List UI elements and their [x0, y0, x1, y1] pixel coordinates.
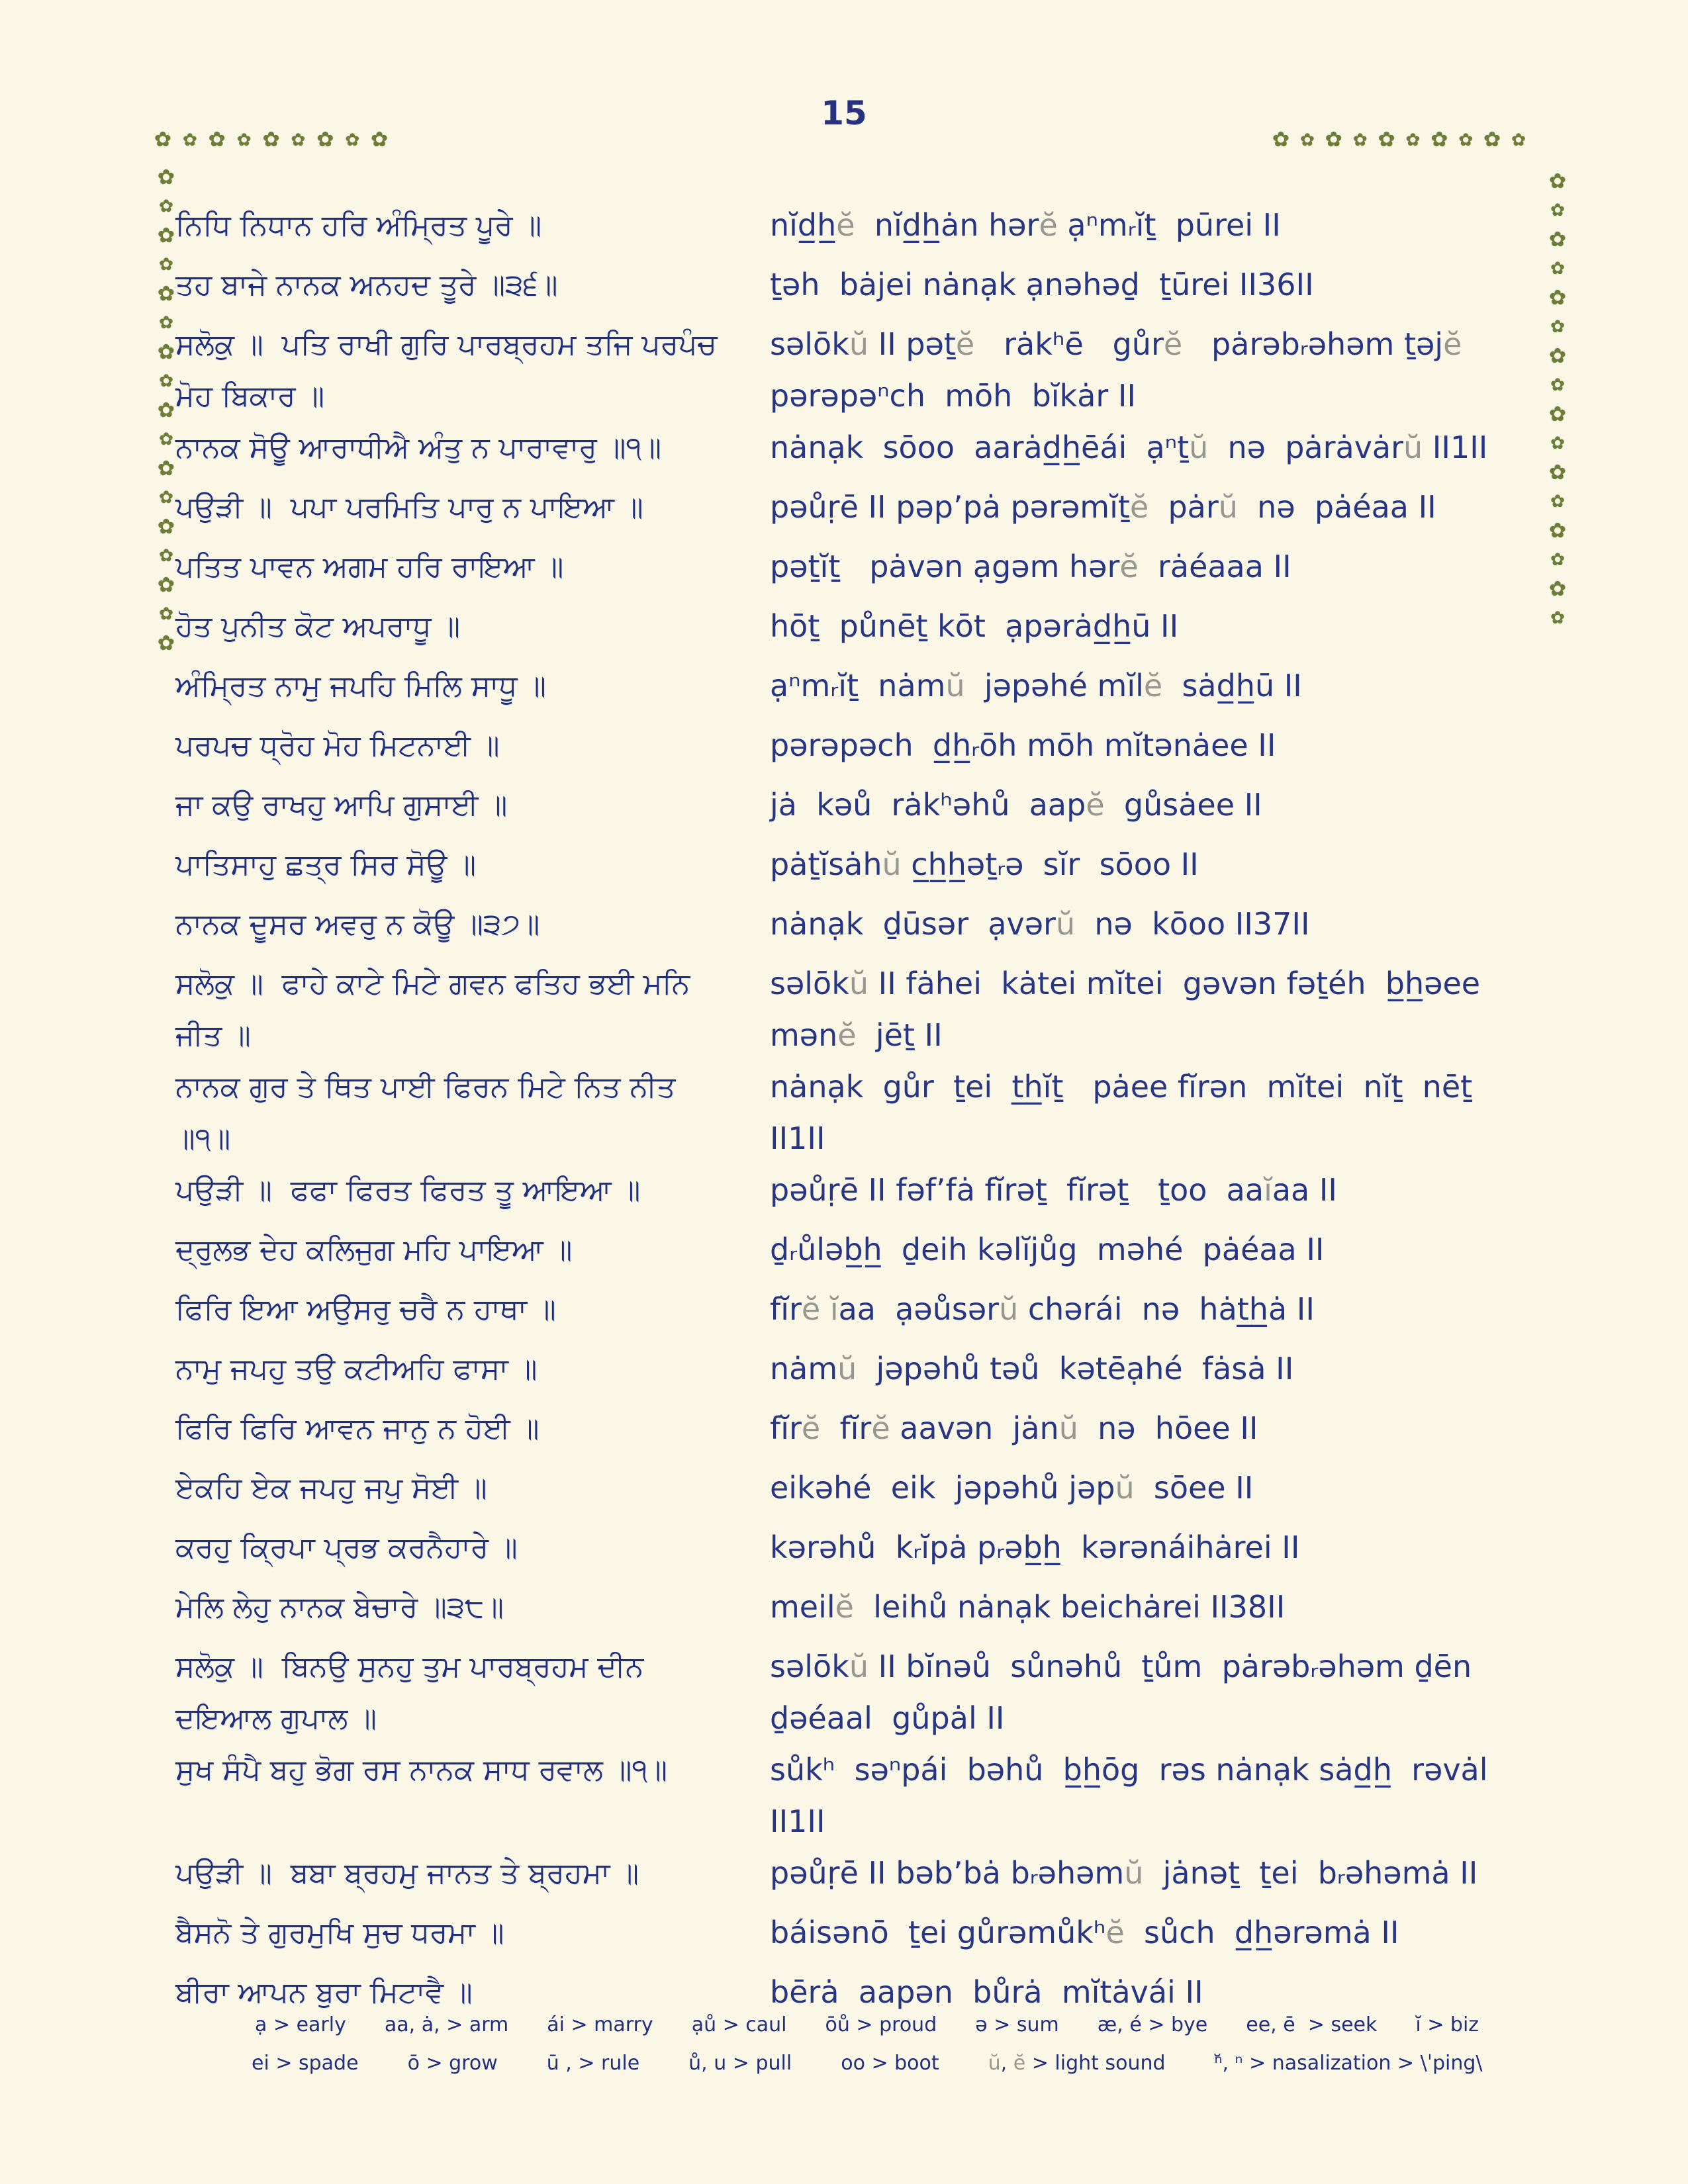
transliteration-line: pəůṛē II bəbʼbȧ bᵣəhəmŭ jȧnəṯ ṯei bᵣəhəmȧ II — [770, 1855, 1478, 1891]
gurmukhi-line: ਮੋਹ ਬਿਕਾਰ ॥ — [175, 379, 325, 413]
transliteration-line: báisənō ṯei gůrəmůkʰĕ sůch d̲h̲ərəmȧ II — [770, 1915, 1399, 1950]
flower-ornament-icon: ✿ — [1511, 130, 1526, 150]
light-sound-letter: ŭ — [1055, 906, 1076, 942]
flower-ornament-icon: ✿ — [158, 456, 175, 480]
page-number: 15 — [821, 94, 867, 132]
verse-row — [0, 255, 1688, 314]
transliteration-line: pərəpəⁿch mōh bĭkȧr II — [770, 378, 1137, 414]
transliteration-line: pəṯĭṯ pȧvən ạgəm hərĕ rȧéaaa II — [770, 549, 1291, 584]
flower-ornament-icon: ✿ — [1550, 375, 1565, 395]
light-sound-letter: ĕ — [1443, 326, 1462, 362]
flower-ornament-icon: ✿ — [1549, 169, 1566, 193]
flower-ornament-icon: ✿ — [1550, 433, 1565, 453]
light-sound-letter: ŭ — [945, 668, 965, 704]
light-sound-letter: ŭ — [837, 1351, 857, 1387]
gurmukhi-line: ਫਿਰਿ ਫਿਰਿ ਆਵਨ ਜਾਨੁ ਨ ਹੋਈ ॥ — [175, 1411, 539, 1445]
flower-ornament-icon: ✿ — [1378, 128, 1395, 152]
transliteration-line: nȧnạk gůr ṯei t̲h̲ĭṯ pȧee fĭrən mĭtei nĭṯ nēṯ — [770, 1069, 1473, 1105]
flower-ornament-icon: ✿ — [208, 128, 226, 152]
flower-ornament-icon: ✿ — [1325, 128, 1342, 152]
light-sound-letter: ĕ — [1163, 326, 1183, 362]
verse-row — [0, 596, 1688, 656]
flower-ornament-icon: ✿ — [159, 488, 173, 508]
verse-row — [0, 1339, 1688, 1398]
gurmukhi-line: ਨਾਨਕ ਗੁਰ ਤੇ ਥਿਤ ਪਾਈ ਫਿਰਨ ਮਿਟੇ ਨਿਤ ਨੀਤ — [175, 1069, 676, 1104]
gurmukhi-line: ਸੁਖ ਸੰਪੈ ਬਹੁ ਭੋਗ ਰਸ ਨਾਨਕ ਸਾਧ ਰਵਾਲ ॥੧॥ — [175, 1752, 667, 1787]
light-sound-letter: ĕ — [837, 1017, 857, 1053]
gurmukhi-line: ॥੧॥ — [175, 1121, 231, 1156]
transliteration-line: pəůṛē II pəpʼpȧ pərəmĭṯĕ pȧrŭ nə pȧéaa II — [770, 489, 1436, 525]
gurmukhi-line: ਕਰਹੁ ਕ੍ਰਿਪਾ ਪ੍ਰਭ ਕਰਨੈਹਾਰੇ ॥ — [175, 1530, 518, 1565]
light-sound-letter: ĭ — [1264, 1172, 1272, 1208]
verse-row — [0, 1740, 1688, 1799]
flower-ornament-icon: ✿ — [316, 128, 334, 152]
gurmukhi-line: ਨਿਧਿ ਨਿਧਾਨ ਹਰਿ ਅੰਮ੍ਰਿਤ ਪੂਰੇ ॥ — [175, 208, 542, 242]
verse-row — [0, 195, 1688, 255]
flower-ornament-icon: ✿ — [1405, 130, 1421, 150]
light-sound-letter: ĕ — [1105, 1915, 1125, 1950]
light-sound-letter: ĕ — [836, 207, 855, 243]
transliteration-line: nȧnạk ḏūsər ạvərŭ nə kōoo II37II — [770, 906, 1310, 942]
pronunciation-key-item: ū , > rule — [546, 2052, 640, 2075]
ornament-row-top-right — [1272, 130, 1526, 150]
verse-row — [0, 1160, 1688, 1220]
pronunciation-key-item: aa, ȧ, > arm — [384, 2013, 509, 2036]
flower-ornament-icon: ✿ — [158, 398, 175, 422]
verse-table — [0, 195, 1688, 2022]
verse-row — [0, 418, 1688, 477]
flower-ornament-icon: ✿ — [159, 255, 173, 275]
verse-row — [0, 1116, 1688, 1160]
flower-ornament-icon: ✿ — [182, 130, 197, 150]
flower-ornament-icon: ✿ — [1352, 130, 1368, 150]
flower-ornament-icon: ✿ — [1483, 128, 1501, 152]
pronunciation-key-item: ō > grow — [407, 2052, 498, 2075]
transliteration-line: II1II — [770, 1803, 825, 1839]
gurmukhi-line: ਨਾਨਕ ਸੋਊ ਆਰਾਧੀਐ ਅੰਤੁ ਨ ਪਾਰਾਵਾਰੁ ॥੧॥ — [175, 430, 661, 465]
light-sound-letter: ĭ — [829, 1291, 839, 1327]
pronunciation-key-item: ei > spade — [252, 2052, 359, 2075]
transliteration-line: mənĕ jēṯ II — [770, 1017, 943, 1053]
transliteration-line: nȧmŭ jəpəhů təů kətēạhé fȧsȧ II — [770, 1351, 1294, 1387]
verse-row — [0, 1220, 1688, 1279]
gurmukhi-line: ਪਰਪਚ ਧ੍ਰੋਹ ਮੋਹ ਮਿਟਨਾਈ ॥ — [175, 728, 500, 762]
flower-ornament-icon: ✿ — [158, 165, 175, 189]
light-sound-letter: ĕ — [801, 1410, 821, 1446]
pronunciation-key-row-1 — [255, 2013, 1479, 2036]
transliteration-line: ạⁿmᵣĭṯ nȧmŭ jəpəhé mĭlĕ sȧd̲h̲ū II — [770, 668, 1302, 704]
transliteration-line: fĭrĕ ĭaa ạəůsərŭ chərái nə hȧt̲h̲ȧ II — [770, 1291, 1315, 1327]
flower-ornament-icon: ✿ — [1549, 227, 1566, 251]
verse-row — [0, 1458, 1688, 1518]
pronunciation-key-item: ŭ, ĕ > light sound — [988, 2052, 1166, 2075]
verse-row — [0, 1903, 1688, 1962]
light-sound-letter: ŭ — [1124, 1855, 1144, 1891]
verse-row — [0, 715, 1688, 775]
transliteration-line: bērȧ aapən bůrȧ mĭtȧvái II — [770, 1974, 1203, 2010]
pronunciation-key-item: ə > sum — [975, 2013, 1059, 2036]
flower-ornament-icon: ✿ — [158, 631, 175, 655]
gurmukhi-line: ਨਾਨਕ ਦੂਸਰ ਅਵਰੁ ਨ ਕੋਊ ॥੩੭॥ — [175, 907, 540, 941]
light-sound-letter: ĕ — [1086, 787, 1105, 823]
flower-ornament-icon: ✿ — [158, 572, 175, 597]
light-sound-letter: ĕ — [955, 326, 975, 362]
light-sound-letter: ĕ — [1129, 489, 1149, 525]
verse-row — [0, 1637, 1688, 1696]
flower-ornament-icon: ✿ — [291, 130, 306, 150]
transliteration-line: nĭd̲h̲ĕ nĭd̲h̲ȧn hərĕ ạⁿmᵣĭṯ pūrei II — [770, 207, 1281, 243]
flower-ornament-icon: ✿ — [158, 223, 175, 248]
gurmukhi-line: ਤਹ ਬਾਜੇ ਨਾਨਕ ਅਨਹਦ ਤੂਰੇ ॥੩੬॥ — [175, 267, 558, 302]
verse-row — [0, 1013, 1688, 1057]
pronunciation-key-item: ee, ē > seek — [1246, 2013, 1378, 2036]
pronunciation-key-item: æ, é > bye — [1097, 2013, 1208, 2036]
pronunciation-key-item: ạů > caul — [691, 2013, 787, 2036]
verse-row — [0, 894, 1688, 954]
pronunciation-key-item: oo > boot — [841, 2052, 939, 2075]
flower-ornament-icon: ✿ — [1549, 460, 1566, 484]
gurmukhi-line: ਅੰਮ੍ਰਿਤ ਨਾਮੁ ਜਪਹਿ ਮਿਲਿ ਸਾਧੂ ॥ — [175, 668, 546, 703]
light-sound-letter: ŭ — [988, 2052, 1001, 2075]
transliteration-line: kərəhů kᵣĭpȧ pᵣəb̲h̲ kərənáihȧrei II — [770, 1529, 1300, 1565]
gurmukhi-line: ਪਤਿਤ ਪਾਵਨ ਅਗਮ ਹਰਿ ਰਾਇਆ ॥ — [175, 549, 564, 584]
flower-ornament-icon: ✿ — [1549, 402, 1566, 426]
transliteration-line: səlōkŭ II pəṯĕ rȧkʰē gůrĕ pȧrəbᵣəhəm ṯəjĕ — [770, 326, 1462, 362]
light-sound-letter: ĕ — [871, 1410, 890, 1446]
verse-row — [0, 1057, 1688, 1116]
gurmukhi-line: ਪਉੜੀ ॥ ਫਫਾ ਫਿਰਤ ਫਿਰਤ ਤੂ ਆਇਆ ॥ — [175, 1173, 641, 1207]
verse-row — [0, 1696, 1688, 1740]
light-sound-letter: ŭ — [1058, 1410, 1078, 1446]
light-sound-letter: ĕ — [1143, 668, 1163, 704]
gurmukhi-line: ਬੀਰਾ ਆਪਨ ਬੁਰਾ ਮਿਟਾਵੈ ॥ — [175, 1975, 473, 2009]
verse-row — [0, 374, 1688, 418]
transliteration-line: pəůṛē II fəfʼfȧ fĭrəṯ fĭrəṯ ṯoo aaĭaa II — [770, 1172, 1337, 1208]
gurmukhi-line: ਦਇਆਲ ਗੁਪਾਲ ॥ — [175, 1701, 377, 1735]
verse-row — [0, 775, 1688, 835]
flower-ornament-icon: ✿ — [1549, 518, 1566, 543]
flower-ornament-icon: ✿ — [158, 514, 175, 539]
flower-ornament-icon: ✿ — [1550, 550, 1565, 570]
gurmukhi-line: ਏਕਹਿ ਏਕ ਜਪਹੁ ਜਪੁ ਸੋਈ ॥ — [175, 1471, 487, 1505]
flower-ornament-icon: ✿ — [1550, 201, 1565, 220]
transliteration-line: meilĕ leihů nȧnạk beichȧrei II38II — [770, 1589, 1286, 1625]
light-sound-letter: ĕ — [835, 1589, 854, 1625]
verse-row — [0, 1799, 1688, 1843]
verse-row — [0, 954, 1688, 1013]
flower-ornament-icon: ✿ — [1550, 259, 1565, 279]
transliteration-line: fĭrĕ fĭrĕ aavən jȧnŭ nə hōee II — [770, 1410, 1258, 1446]
transliteration-line: səlōkŭ II bĭnəů sůnəhů ṯům pȧrəbᵣəhəm ḏēn — [770, 1649, 1472, 1684]
light-sound-letter: ŭ — [1218, 489, 1238, 525]
gurmukhi-line: ਨਾਮੁ ਜਪਹੁ ਤਉ ਕਟੀਅਹਿ ਫਾਸਾ ॥ — [175, 1351, 538, 1386]
flower-ornament-icon: ✿ — [1550, 317, 1565, 337]
light-sound-letter: ĕ — [801, 1291, 821, 1327]
pronunciation-key-item: ái > marry — [547, 2013, 653, 2036]
flower-ornament-icon: ✿ — [345, 130, 360, 150]
light-sound-letter: ĕ — [1039, 207, 1058, 243]
transliteration-line: ṯəh bȧjei nȧnạk ạnəhəḏ ṯūrei II36II — [770, 267, 1314, 302]
flower-ornament-icon: ✿ — [1549, 285, 1566, 310]
light-sound-letter: ŭ — [882, 846, 902, 882]
transliteration-line: jȧ kəů rȧkʰəhů aapĕ gůsȧee II — [770, 787, 1262, 823]
light-sound-letter: ŭ — [999, 1291, 1019, 1327]
light-sound-letter: ŭ — [849, 966, 868, 1001]
flower-ornament-icon: ✿ — [1458, 130, 1474, 150]
gurmukhi-line: ਪਉੜੀ ॥ ਪਪਾ ਪਰਮਿਤਿ ਪਾਰੁ ਨ ਪਾਇਆ ॥ — [175, 490, 643, 524]
flower-ornament-icon: ✿ — [159, 430, 173, 449]
flower-ornament-icon: ✿ — [1430, 128, 1448, 152]
flower-ornament-icon: ✿ — [1549, 343, 1566, 368]
gurmukhi-line: ਸਲੋਕੁ ॥ ਬਿਨਉ ਸੁਨਹੁ ਤੁਮ ਪਾਰਬ੍ਰਹਮ ਦੀਨ — [175, 1649, 644, 1684]
flower-ornament-icon: ✿ — [159, 313, 173, 333]
flower-ornament-icon: ✿ — [1549, 576, 1566, 601]
flower-ornament-icon: ✿ — [158, 281, 175, 306]
verse-row — [0, 477, 1688, 537]
light-sound-letter: ŭ — [849, 1649, 868, 1684]
gurmukhi-line: ਪਾਤਿਸਾਹੁ ਛਤ੍ਰ ਸਿਰ ਸੋਊ ॥ — [175, 847, 476, 882]
gurmukhi-line: ਜੀਤ ॥ — [175, 1018, 251, 1052]
verse-row — [0, 1843, 1688, 1903]
light-sound-letter: ŭ — [849, 326, 868, 362]
verse-row — [0, 537, 1688, 596]
pronunciation-key-item: ů, u > pull — [688, 2052, 792, 2075]
light-sound-letter: ĕ — [1013, 2052, 1026, 2075]
pronunciation-key-item: ōů > proud — [825, 2013, 937, 2036]
verse-row — [0, 835, 1688, 894]
pronunciation-key-item: ⁿ̆, ⁿ > nasalization > \ˈping\ — [1214, 2052, 1483, 2075]
flower-ornament-icon: ✿ — [1299, 130, 1315, 150]
gurmukhi-line: ਸਲੋਕੁ ॥ ਫਾਹੇ ਕਾਟੇ ਮਿਟੇ ਗਵਨ ਫਤਿਹ ਭਈ ਮਨਿ — [175, 966, 690, 1001]
flower-ornament-icon: ✿ — [1550, 492, 1565, 512]
transliteration-line: ḏəéaal gůpȧl II — [770, 1700, 1005, 1736]
transliteration-line: II1II — [770, 1120, 825, 1156]
flower-ornament-icon: ✿ — [1272, 128, 1289, 152]
transliteration-line: pərəpəch d̲h̲ᵣōh mōh mĭtənȧee II — [770, 727, 1276, 763]
flower-ornament-icon: ✿ — [236, 130, 252, 150]
flower-ornament-icon: ✿ — [262, 128, 280, 152]
light-sound-letter: ŭ — [1189, 430, 1209, 465]
verse-row — [0, 1279, 1688, 1339]
verse-row — [0, 1518, 1688, 1577]
transliteration-line: hōṯ půnēṯ kōt ạpərȧd̲h̲ū II — [770, 608, 1179, 644]
transliteration-line: səlōkŭ II fȧhei kȧtei mĭtei gəvən fəṯéh b̲h̲əee — [770, 966, 1481, 1001]
gurmukhi-line: ਹੋਤ ਪੁਨੀਤ ਕੋਟ ਅਪਰਾਧੂ ॥ — [175, 609, 461, 643]
flower-ornament-icon: ✿ — [371, 128, 389, 152]
flower-ornament-icon: ✿ — [159, 546, 173, 566]
gurmukhi-line: ਦ੍ਰੁਲਭ ਦੇਹ ਕਲਿਜੁਗ ਮਹਿ ਪਾਇਆ ॥ — [175, 1232, 573, 1267]
flower-ornament-icon: ✿ — [159, 604, 173, 624]
verse-row — [0, 656, 1688, 715]
gurmukhi-line: ਬੈਸਨੋ ਤੇ ਗੁਰਮੁਖਿ ਸੁਚ ਧਰਮਾ ॥ — [175, 1915, 504, 1950]
ornament-row-top-left — [154, 130, 388, 150]
verse-row — [0, 1398, 1688, 1458]
pronunciation-key-item: ĭ > biz — [1415, 2013, 1479, 2036]
gurmukhi-line: ਫਿਰਿ ਇਆ ਅਉਸਰੁ ਚਰੈ ਨ ਹਾਥਾ ॥ — [175, 1292, 556, 1326]
light-sound-letter: ĕ — [1119, 549, 1139, 584]
gurmukhi-line: ਜਾ ਕਉ ਰਾਖਹੁ ਆਪਿ ਗੁਸਾਈ ॥ — [175, 788, 508, 822]
gurmukhi-line: ਸਲੋਕੁ ॥ ਪਤਿ ਰਾਖੀ ਗੁਰਿ ਪਾਰਬ੍ਰਹਮ ਤਜਿ ਪਰਪੰਚ — [175, 327, 718, 361]
flower-ornament-icon: ✿ — [158, 340, 175, 364]
gurmukhi-line: ਮੇਲਿ ਲੇਹੁ ਨਾਨਕ ਬੇਚਾਰੇ ॥੩੮॥ — [175, 1590, 504, 1624]
transliteration-line: sůkʰ səⁿpái bəhů b̲h̲ōg rəs nȧnạk sȧd̲h̲ rəvȧl — [770, 1752, 1488, 1788]
transliteration-line: nȧnạk sōoo aarȧd̲h̲ēái ạⁿṯŭ nə pȧrȧvȧrŭ II1II — [770, 430, 1488, 465]
pronunciation-key-item: ạ > early — [255, 2013, 346, 2036]
flower-ornament-icon: ✿ — [159, 371, 173, 391]
flower-ornament-icon: ✿ — [1550, 608, 1565, 628]
transliteration-line: ḏᵣůləb̲h̲ ḏeih kəlĭjůg məhé pȧéaa II — [770, 1232, 1325, 1267]
transliteration-line: pȧṯĭsȧhŭ c̲h̲h̲əṯᵣə sĭr sōoo II — [770, 846, 1199, 882]
flower-ornament-icon: ✿ — [159, 197, 173, 216]
light-sound-letter: ŭ — [1403, 430, 1423, 465]
gurmukhi-line: ਪਉੜੀ ॥ ਬਬਾ ਬ੍ਰਹਮੁ ਜਾਨਤ ਤੇ ਬ੍ਰਹਮਾ ॥ — [175, 1856, 639, 1890]
verse-row — [0, 314, 1688, 374]
transliteration-line: eikəhé eik jəpəhů jəpŭ sōee II — [770, 1470, 1254, 1506]
light-sound-letter: ŭ — [1115, 1470, 1135, 1506]
pronunciation-key-row-2 — [252, 2052, 1483, 2075]
flower-ornament-icon: ✿ — [154, 128, 171, 152]
verse-row — [0, 1577, 1688, 1637]
